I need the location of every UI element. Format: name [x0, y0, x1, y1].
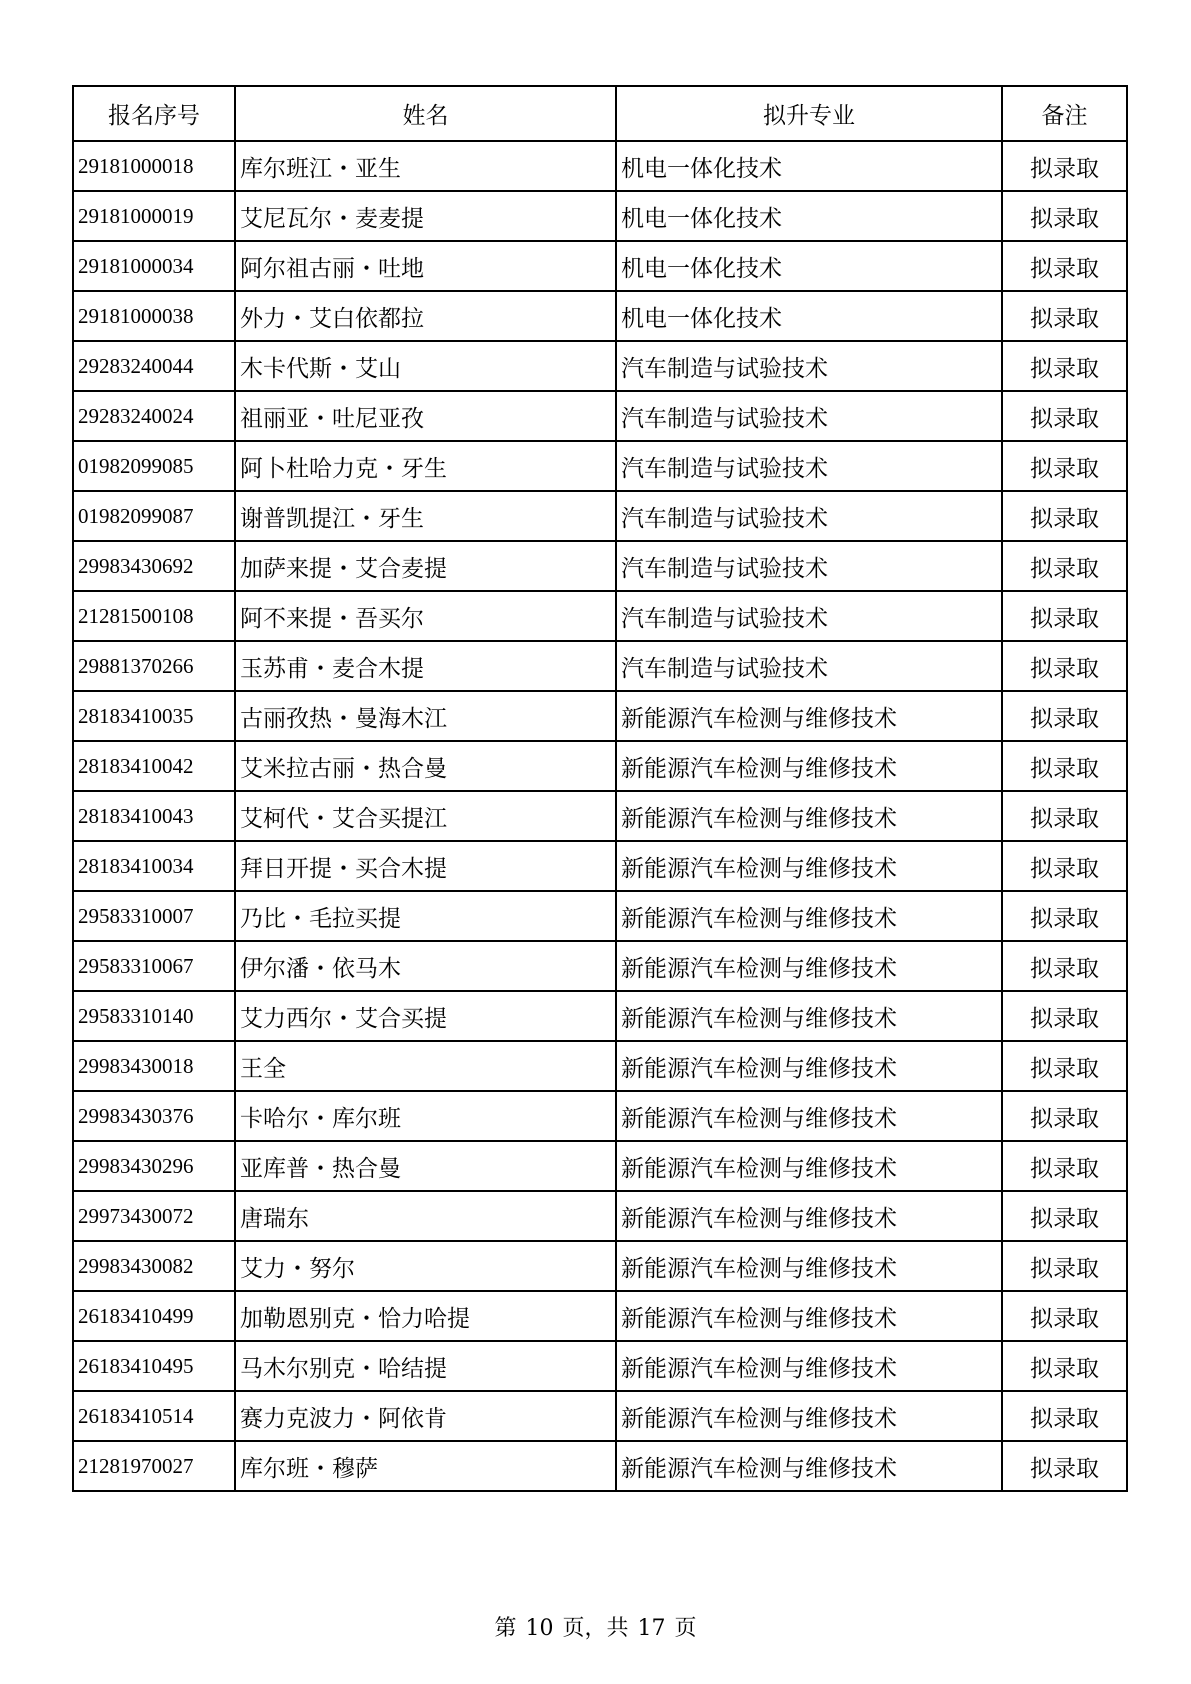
cell-id: 29881370266	[73, 641, 235, 691]
cell-note: 拟录取	[1002, 841, 1127, 891]
header-name: 姓名	[235, 86, 616, 141]
table-header	[73, 86, 1127, 141]
cell-name: 祖丽亚・吐尼亚孜	[235, 391, 616, 441]
cell-major: 汽车制造与试验技术	[616, 541, 1002, 591]
cell-major: 新能源汽车检测与维修技术	[616, 841, 1002, 891]
cell-note: 拟录取	[1002, 1341, 1127, 1391]
cell-major: 新能源汽车检测与维修技术	[616, 1341, 1002, 1391]
cell-major: 新能源汽车检测与维修技术	[616, 791, 1002, 841]
cell-major: 新能源汽车检测与维修技术	[616, 891, 1002, 941]
table-row	[73, 591, 1127, 641]
table-row	[73, 441, 1127, 491]
cell-id: 26183410499	[73, 1291, 235, 1341]
cell-note: 拟录取	[1002, 241, 1127, 291]
cell-note: 拟录取	[1002, 1241, 1127, 1291]
cell-note: 拟录取	[1002, 591, 1127, 641]
table-row	[73, 991, 1127, 1041]
table-row	[73, 391, 1127, 441]
cell-id: 29181000019	[73, 191, 235, 241]
cell-id: 26183410495	[73, 1341, 235, 1391]
cell-name: 库尔班江・亚生	[235, 141, 616, 191]
cell-major: 新能源汽车检测与维修技术	[616, 991, 1002, 1041]
cell-note: 拟录取	[1002, 291, 1127, 341]
cell-major: 汽车制造与试验技术	[616, 441, 1002, 491]
cell-name: 库尔班・穆萨	[235, 1441, 616, 1491]
cell-id: 29283240024	[73, 391, 235, 441]
cell-name: 马木尔别克・哈结提	[235, 1341, 616, 1391]
table-row	[73, 1191, 1127, 1241]
cell-note: 拟录取	[1002, 491, 1127, 541]
cell-id: 26183410514	[73, 1391, 235, 1441]
header-row	[73, 86, 1127, 141]
cell-note: 拟录取	[1002, 1291, 1127, 1341]
cell-id: 29983430692	[73, 541, 235, 591]
table-row	[73, 941, 1127, 991]
cell-name: 艾柯代・艾合买提江	[235, 791, 616, 841]
table-row	[73, 641, 1127, 691]
cell-name: 艾米拉古丽・热合曼	[235, 741, 616, 791]
cell-id: 21281970027	[73, 1441, 235, 1491]
cell-major: 机电一体化技术	[616, 191, 1002, 241]
cell-name: 王全	[235, 1041, 616, 1091]
cell-major: 汽车制造与试验技术	[616, 391, 1002, 441]
cell-id: 29181000034	[73, 241, 235, 291]
cell-name: 拜日开提・买合木提	[235, 841, 616, 891]
cell-name: 加萨来提・艾合麦提	[235, 541, 616, 591]
cell-note: 拟录取	[1002, 1441, 1127, 1491]
cell-note: 拟录取	[1002, 1091, 1127, 1141]
table-row	[73, 1141, 1127, 1191]
cell-id: 29983430296	[73, 1141, 235, 1191]
cell-name: 艾尼瓦尔・麦麦提	[235, 191, 616, 241]
table-row	[73, 191, 1127, 241]
cell-name: 外力・艾白依都拉	[235, 291, 616, 341]
cell-id: 29973430072	[73, 1191, 235, 1241]
cell-note: 拟录取	[1002, 791, 1127, 841]
table-body	[73, 141, 1127, 1491]
table-row	[73, 841, 1127, 891]
cell-id: 29983430376	[73, 1091, 235, 1141]
table-row	[73, 1091, 1127, 1141]
cell-major: 汽车制造与试验技术	[616, 591, 1002, 641]
table-row	[73, 691, 1127, 741]
cell-id: 29583310140	[73, 991, 235, 1041]
header-major: 拟升专业	[616, 86, 1002, 141]
cell-id: 29283240044	[73, 341, 235, 391]
cell-note: 拟录取	[1002, 391, 1127, 441]
cell-note: 拟录取	[1002, 991, 1127, 1041]
table-row	[73, 291, 1127, 341]
table-row	[73, 1441, 1127, 1491]
page-footer: 第 10 页，共 17 页	[494, 1616, 697, 1641]
cell-major: 新能源汽车检测与维修技术	[616, 1091, 1002, 1141]
cell-major: 机电一体化技术	[616, 291, 1002, 341]
cell-note: 拟录取	[1002, 1141, 1127, 1191]
table-row	[73, 341, 1127, 391]
cell-name: 阿尔祖古丽・吐地	[235, 241, 616, 291]
cell-note: 拟录取	[1002, 641, 1127, 691]
cell-id: 28183410042	[73, 741, 235, 791]
cell-id: 01982099085	[73, 441, 235, 491]
cell-name: 木卡代斯・艾山	[235, 341, 616, 391]
cell-major: 机电一体化技术	[616, 141, 1002, 191]
cell-id: 29181000038	[73, 291, 235, 341]
cell-name: 唐瑞东	[235, 1191, 616, 1241]
cell-id: 21281500108	[73, 591, 235, 641]
cell-name: 亚库普・热合曼	[235, 1141, 616, 1191]
cell-note: 拟录取	[1002, 141, 1127, 191]
cell-note: 拟录取	[1002, 1191, 1127, 1241]
table-row	[73, 741, 1127, 791]
cell-major: 汽车制造与试验技术	[616, 641, 1002, 691]
cell-major: 新能源汽车检测与维修技术	[616, 1141, 1002, 1191]
cell-major: 新能源汽车检测与维修技术	[616, 1191, 1002, 1241]
table-row	[73, 1391, 1127, 1441]
cell-name: 阿卜杜哈力克・牙生	[235, 441, 616, 491]
table-row	[73, 141, 1127, 191]
cell-name: 古丽孜热・曼海木江	[235, 691, 616, 741]
cell-name: 卡哈尔・库尔班	[235, 1091, 616, 1141]
cell-id: 29181000018	[73, 141, 235, 191]
cell-note: 拟录取	[1002, 341, 1127, 391]
cell-id: 29583310007	[73, 891, 235, 941]
table-row	[73, 491, 1127, 541]
cell-name: 玉苏甫・麦合木提	[235, 641, 616, 691]
cell-note: 拟录取	[1002, 541, 1127, 591]
admission-table	[72, 85, 1128, 1492]
cell-name: 乃比・毛拉买提	[235, 891, 616, 941]
cell-major: 新能源汽车检测与维修技术	[616, 1041, 1002, 1091]
cell-major: 新能源汽车检测与维修技术	[616, 941, 1002, 991]
cell-major: 新能源汽车检测与维修技术	[616, 1291, 1002, 1341]
cell-note: 拟录取	[1002, 441, 1127, 491]
cell-name: 加勒恩别克・恰力哈提	[235, 1291, 616, 1341]
cell-note: 拟录取	[1002, 891, 1127, 941]
table-row	[73, 241, 1127, 291]
cell-major: 汽车制造与试验技术	[616, 341, 1002, 391]
cell-id: 29983430018	[73, 1041, 235, 1091]
cell-major: 新能源汽车检测与维修技术	[616, 741, 1002, 791]
cell-id: 28183410043	[73, 791, 235, 841]
table-row	[73, 1241, 1127, 1291]
cell-note: 拟录取	[1002, 691, 1127, 741]
cell-id: 29583310067	[73, 941, 235, 991]
cell-name: 谢普凯提江・牙生	[235, 491, 616, 541]
header-note: 备注	[1002, 86, 1127, 141]
cell-id: 28183410035	[73, 691, 235, 741]
table-row	[73, 891, 1127, 941]
cell-note: 拟录取	[1002, 941, 1127, 991]
table-row	[73, 1291, 1127, 1341]
cell-name: 艾力西尔・艾合买提	[235, 991, 616, 1041]
table-row	[73, 791, 1127, 841]
table-row	[73, 541, 1127, 591]
cell-major: 新能源汽车检测与维修技术	[616, 1391, 1002, 1441]
cell-id: 28183410034	[73, 841, 235, 891]
table-row	[73, 1041, 1127, 1091]
cell-name: 艾力・努尔	[235, 1241, 616, 1291]
cell-major: 新能源汽车检测与维修技术	[616, 1241, 1002, 1291]
cell-name: 阿不来提・吾买尔	[235, 591, 616, 641]
cell-major: 汽车制造与试验技术	[616, 491, 1002, 541]
header-id: 报名序号	[73, 86, 235, 141]
cell-name: 伊尔潘・依马木	[235, 941, 616, 991]
cell-id: 29983430082	[73, 1241, 235, 1291]
table-row	[73, 1341, 1127, 1391]
cell-note: 拟录取	[1002, 191, 1127, 241]
cell-note: 拟录取	[1002, 1041, 1127, 1091]
cell-note: 拟录取	[1002, 1391, 1127, 1441]
cell-major: 机电一体化技术	[616, 241, 1002, 291]
cell-note: 拟录取	[1002, 741, 1127, 791]
cell-major: 新能源汽车检测与维修技术	[616, 1441, 1002, 1491]
cell-major: 新能源汽车检测与维修技术	[616, 691, 1002, 741]
cell-id: 01982099087	[73, 491, 235, 541]
cell-name: 赛力克波力・阿依肯	[235, 1391, 616, 1441]
